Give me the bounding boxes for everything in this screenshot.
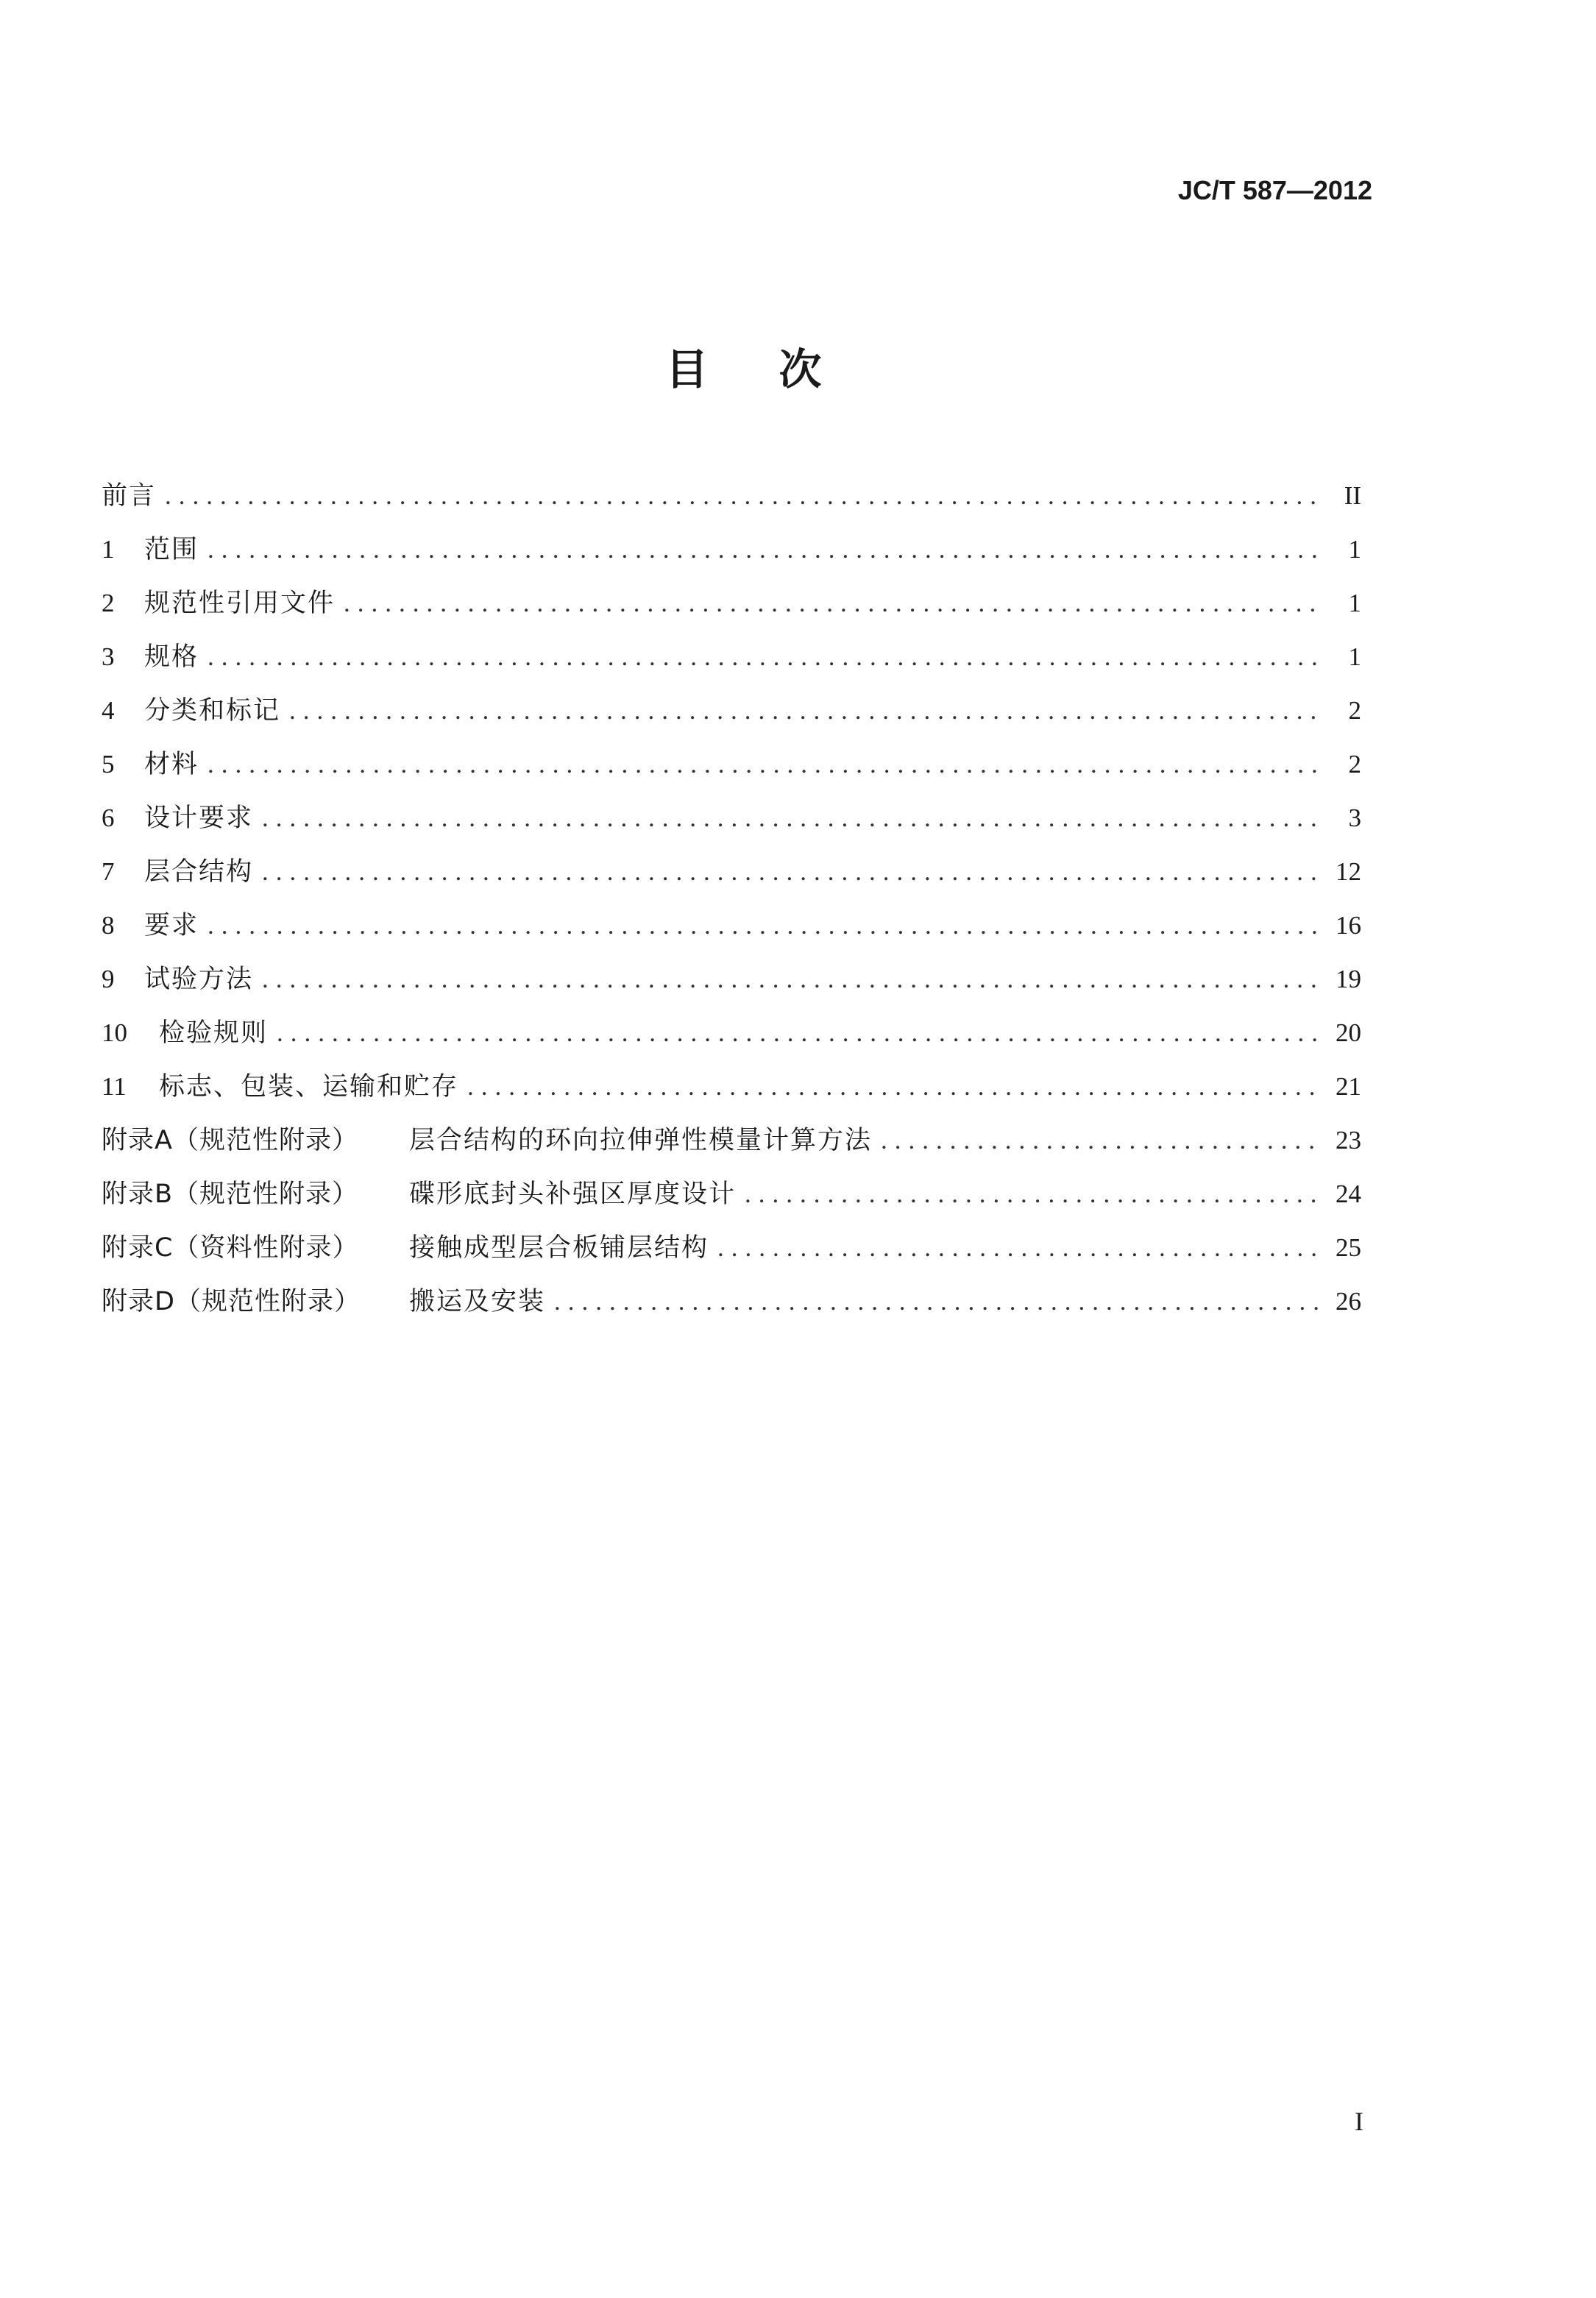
toc-entry-label: 规格 <box>144 642 199 672</box>
toc-leader-dots <box>745 1167 1323 1221</box>
toc-entry-number: 8 <box>102 911 115 940</box>
toc-leader-dots <box>208 898 1323 952</box>
toc-leader-dots <box>467 1060 1323 1113</box>
page-title: 目次 <box>665 344 893 394</box>
toc-entry-page: 16 <box>1336 911 1361 940</box>
toc-entry-8[interactable] <box>102 898 1361 952</box>
toc-entry-label: 层合结构 <box>144 857 254 887</box>
toc-entry-number: 7 <box>102 857 115 886</box>
toc-entry-4[interactable] <box>102 684 1361 737</box>
toc-entry-2[interactable] <box>102 576 1361 630</box>
toc-entry-foreword[interactable] <box>102 469 1361 522</box>
toc-entry-page: II <box>1344 481 1361 510</box>
toc-entry-number: 4 <box>102 696 115 725</box>
toc-entry-number: 2 <box>102 589 115 617</box>
toc-entry-page: 2 <box>1348 696 1361 725</box>
toc-entry-3[interactable] <box>102 630 1361 684</box>
toc-appendix-prefix: 附录C（资料性附录） <box>102 1233 359 1263</box>
toc-entry-page: 1 <box>1348 535 1361 564</box>
toc-entry-page: 24 <box>1336 1180 1361 1208</box>
toc-entry-10[interactable] <box>102 1006 1361 1060</box>
toc-leader-dots <box>208 522 1323 576</box>
toc-leader-dots <box>554 1274 1323 1328</box>
toc-entry-page: 3 <box>1348 804 1361 832</box>
toc-entry-label: 设计要求 <box>144 804 254 833</box>
toc-entry-number: 5 <box>102 750 115 779</box>
toc-entry-page: 12 <box>1336 857 1361 886</box>
toc-entry-page: 1 <box>1348 642 1361 671</box>
toc-leader-dots <box>208 737 1323 791</box>
toc-appendix-prefix: 附录A（规范性附录） <box>102 1126 358 1155</box>
toc-leader-dots <box>881 1113 1323 1167</box>
toc-entry-label: 范围 <box>144 535 199 564</box>
toc-entry-page: 1 <box>1348 589 1361 617</box>
toc-entry-label: 搬运及安装 <box>409 1287 546 1316</box>
toc-entry-page: 23 <box>1336 1126 1361 1155</box>
toc-leader-dots <box>262 845 1323 898</box>
toc-entry-appendix-a[interactable] <box>102 1113 1361 1167</box>
toc-entry-label: 规范性引用文件 <box>144 589 336 618</box>
toc-entry-number: 11 <box>102 1072 127 1101</box>
toc-appendix-prefix: 附录B（规范性附录） <box>102 1180 359 1209</box>
toc-entry-appendix-b[interactable] <box>102 1167 1361 1221</box>
table-of-contents <box>102 469 1361 1328</box>
toc-leader-dots <box>717 1221 1323 1274</box>
toc-entry-label: 分类和标记 <box>144 696 281 726</box>
toc-entry-label: 层合结构的环向拉伸弹性模量计算方法 <box>409 1126 873 1155</box>
toc-leader-dots <box>208 630 1323 684</box>
toc-entry-6[interactable] <box>102 791 1361 845</box>
toc-leader-dots <box>277 1006 1323 1060</box>
toc-entry-label: 要求 <box>144 911 199 940</box>
toc-entry-label: 碟形底封头补强区厚度设计 <box>409 1180 737 1209</box>
toc-entry-label: 前言 <box>102 481 157 511</box>
toc-leader-dots <box>289 684 1323 737</box>
toc-entry-5[interactable] <box>102 737 1361 791</box>
toc-entry-number: 3 <box>102 642 115 671</box>
toc-entry-label: 检验规则 <box>159 1018 269 1048</box>
toc-entry-1[interactable] <box>102 522 1361 576</box>
toc-entry-label: 试验方法 <box>144 965 254 994</box>
toc-entry-7[interactable] <box>102 845 1361 898</box>
toc-entry-page: 19 <box>1336 965 1361 993</box>
toc-entry-number: 10 <box>102 1018 127 1047</box>
toc-entry-11[interactable] <box>102 1060 1361 1113</box>
standard-code: JC/T 587—2012 <box>1177 175 1372 205</box>
toc-leader-dots <box>344 576 1323 630</box>
toc-leader-dots <box>262 791 1323 845</box>
page-number: I <box>1355 2107 1363 2136</box>
toc-entry-page: 26 <box>1336 1287 1361 1316</box>
toc-entry-number: 9 <box>102 965 115 993</box>
toc-entry-label: 接触成型层合板铺层结构 <box>409 1233 709 1263</box>
toc-entry-page: 25 <box>1336 1233 1361 1262</box>
toc-entry-label: 材料 <box>144 750 199 779</box>
toc-entry-page: 21 <box>1336 1072 1361 1101</box>
toc-entry-page: 20 <box>1336 1018 1361 1047</box>
toc-leader-dots <box>165 469 1323 522</box>
toc-appendix-prefix: 附录D（规范性附录） <box>102 1287 361 1316</box>
toc-leader-dots <box>262 952 1323 1006</box>
toc-entry-number: 1 <box>102 535 115 564</box>
toc-entry-appendix-d[interactable] <box>102 1274 1361 1328</box>
toc-entry-appendix-c[interactable] <box>102 1221 1361 1274</box>
toc-entry-label: 标志、包装、运输和贮存 <box>159 1072 459 1102</box>
toc-entry-number: 6 <box>102 804 115 832</box>
toc-entry-page: 2 <box>1348 750 1361 779</box>
toc-entry-9[interactable] <box>102 952 1361 1006</box>
